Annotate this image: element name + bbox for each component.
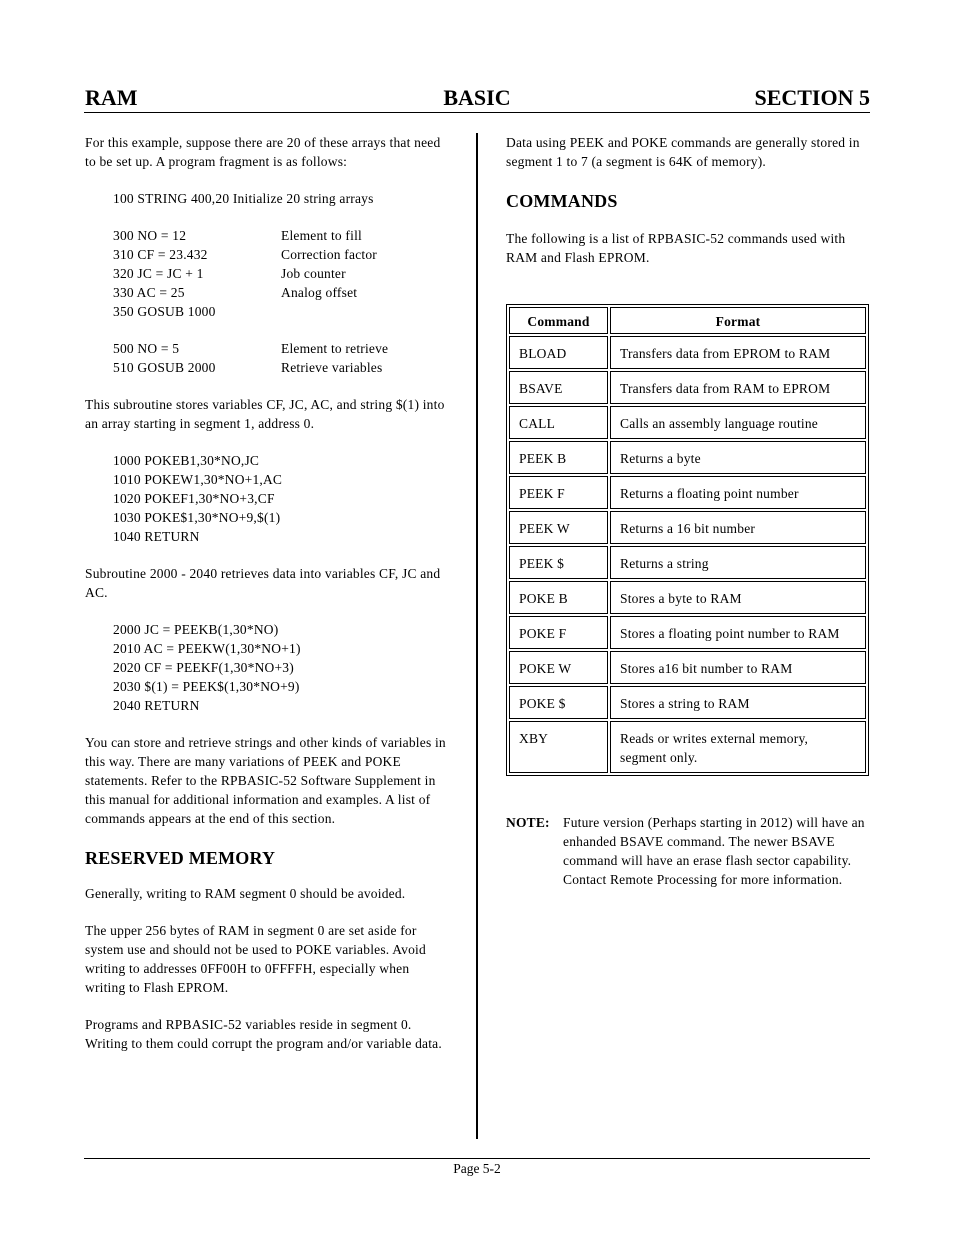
code-line: 1020 POKEF1,30*NO+3,CF: [113, 491, 275, 506]
retrieve-paragraph: Subroutine 2000 - 2040 retrieves data into variables CF, JC and AC.: [85, 566, 441, 600]
code-line: 2000 JC = PEEKB(1,30*NO): [113, 622, 279, 637]
code-line: 510 GOSUB 2000: [113, 360, 216, 375]
commands-intro-paragraph: The following is a list of RPBASIC-52 commands used with RAM and Flash EPROM.: [506, 231, 846, 265]
code-line: 1000 POKEB1,30*NO,JC: [113, 453, 260, 468]
data-storage-paragraph: Data using PEEK and POKE commands are generally stored in segment 1 to 7 (a segment is 64K of memory).: [506, 135, 860, 169]
table-row: [509, 546, 866, 579]
page-number: Page 5-2: [453, 1161, 501, 1176]
code-line: 2020 CF = PEEKF(1,30*NO+3): [113, 660, 294, 675]
table-row: [509, 441, 866, 474]
subroutine-paragraph: This subroutine stores variables CF, JC, AC, and string $(1) into an array starting in segment 1, address 0.: [85, 397, 445, 431]
command-cell: POKE F: [509, 616, 608, 649]
note-label: NOTE:: [506, 815, 550, 830]
table-row: [509, 651, 866, 684]
code-line: 100 STRING 400,20 Initialize 20 string arrays: [113, 191, 374, 206]
commands-heading: COMMANDS: [506, 191, 618, 211]
intro-paragraph: For this example, suppose there are 20 of these arrays that need to be set up. A program fragment is as follows:: [85, 135, 441, 169]
code-block-4: [85, 451, 450, 546]
header-right: SECTION 5: [754, 85, 870, 110]
format-cell: Returns a byte: [610, 441, 866, 474]
right-column: [506, 133, 871, 889]
code-line: 2040 RETURN: [113, 698, 200, 713]
code-comment: Element to fill: [281, 228, 362, 243]
table-row: [509, 721, 866, 773]
code-block-1: [85, 189, 450, 208]
code-comment: Job counter: [281, 266, 346, 281]
reserved-memory-heading: RESERVED MEMORY: [85, 848, 276, 868]
code-comment: Analog offset: [281, 285, 358, 300]
format-cell: Returns a floating point number: [610, 476, 866, 509]
format-cell: Stores a floating point number to RAM: [610, 616, 866, 649]
code-line: 2030 $(1) = PEEK$(1,30*NO+9): [113, 679, 300, 694]
commands-table: [506, 304, 869, 776]
code-line: 500 NO = 5: [113, 341, 180, 356]
format-cell: Transfers data from RAM to EPROM: [610, 371, 866, 404]
format-cell: Returns a 16 bit number: [610, 511, 866, 544]
format-cell: Stores a16 bit number to RAM: [610, 651, 866, 684]
code-line: 300 NO = 12: [113, 228, 187, 243]
command-cell: XBY: [509, 721, 608, 773]
upper-bytes-paragraph: The upper 256 bytes of RAM in segment 0 are set aside for system use and should not be used to POKE variables. Avoid writing to addresses 0FF00H to 0FFFFH, especially when writing to Flash EPROM.: [85, 923, 426, 995]
segment-zero-paragraph: Generally, writing to RAM segment 0 should be avoided.: [85, 886, 406, 901]
table-header-format: Format: [610, 307, 866, 334]
command-cell: POKE W: [509, 651, 608, 684]
header-center: BASIC: [443, 85, 511, 110]
variations-paragraph: You can store and retrieve strings and other kinds of variables in this way. There are many variations of PEEK and POKE statements. Refer to the RPBASIC-52 Software Supplement in this manual for additional information and examples. A list of commands appears at the end of this section.: [85, 735, 446, 826]
note-text: Future version (Perhaps starting in 2012) will have an enhanded BSAVE command. The newer BSAVE command will have an erase flash sector capability. Contact Remote Processing for more information.: [563, 815, 865, 887]
code-comment: Correction factor: [281, 247, 377, 262]
header-left: RAM: [85, 85, 138, 110]
code-line: 2010 AC = PEEKW(1,30*NO+1): [113, 641, 301, 656]
command-cell: PEEK W: [509, 511, 608, 544]
format-cell: Transfers data from EPROM to RAM: [610, 336, 866, 369]
format-cell: Calls an assembly language routine: [610, 406, 866, 439]
command-cell: PEEK $: [509, 546, 608, 579]
format-cell: Reads or writes external memory, segment only.: [610, 721, 866, 773]
table-header-row: [509, 307, 866, 334]
note: [506, 813, 871, 889]
code-line: 310 CF = 23.432: [113, 247, 208, 262]
code-line: 320 JC = JC + 1: [113, 266, 204, 281]
code-comment: Retrieve variables: [281, 360, 383, 375]
format-cell: Stores a byte to RAM: [610, 581, 866, 614]
code-line: 350 GOSUB 1000: [113, 304, 216, 319]
code-comment: Element to retrieve: [281, 341, 389, 356]
command-cell: POKE $: [509, 686, 608, 719]
code-block-5: [85, 620, 450, 715]
table-row: [509, 581, 866, 614]
command-cell: PEEK F: [509, 476, 608, 509]
header-rule: [84, 112, 870, 113]
table-row: [509, 616, 866, 649]
table-row: [509, 406, 866, 439]
table-row: [509, 511, 866, 544]
table-row: [509, 371, 866, 404]
command-cell: BSAVE: [509, 371, 608, 404]
table-row: [509, 336, 866, 369]
table-header-command: Command: [509, 307, 608, 334]
command-cell: CALL: [509, 406, 608, 439]
footer-rule: [84, 1158, 870, 1159]
format-cell: Stores a string to RAM: [610, 686, 866, 719]
programs-paragraph: Programs and RPBASIC-52 variables reside in segment 0. Writing to them could corrupt the program and/or variable data.: [85, 1017, 442, 1051]
table-row: [509, 686, 866, 719]
code-line: 330 AC = 25: [113, 285, 185, 300]
code-line: 1030 POKE$1,30*NO+9,$(1): [113, 510, 281, 525]
code-line: 1010 POKEW1,30*NO+1,AC: [113, 472, 283, 487]
format-cell: Returns a string: [610, 546, 866, 579]
code-block-3: [85, 339, 450, 377]
left-column: [85, 133, 450, 1071]
code-block-2: [85, 226, 450, 321]
column-divider: [476, 133, 478, 1139]
command-cell: POKE B: [509, 581, 608, 614]
code-line: 1040 RETURN: [113, 529, 200, 544]
command-cell: BLOAD: [509, 336, 608, 369]
command-cell: PEEK B: [509, 441, 608, 474]
table-row: [509, 476, 866, 509]
